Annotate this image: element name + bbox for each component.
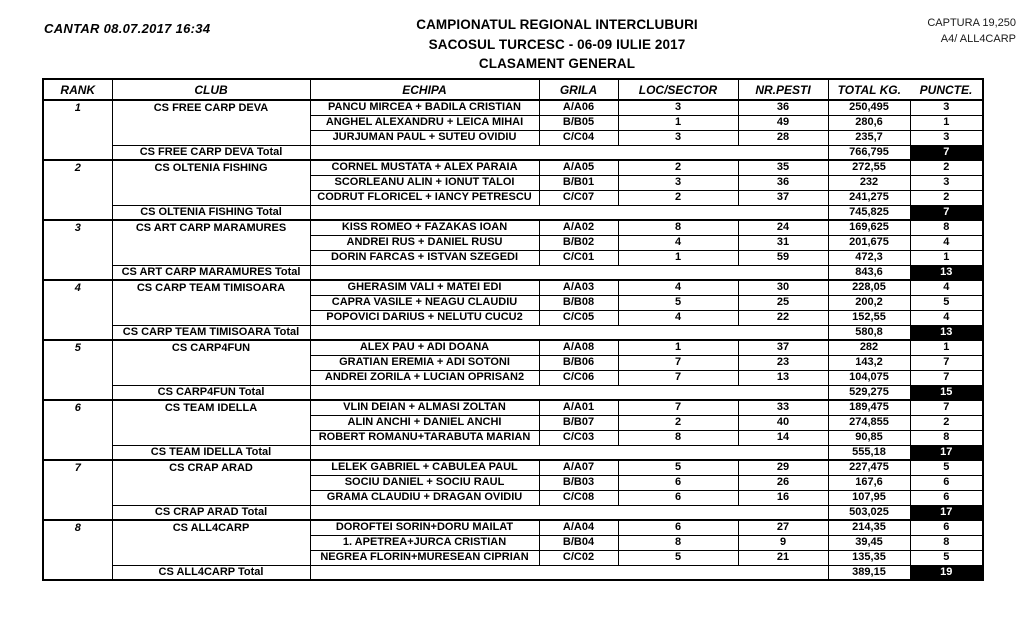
team-name-cell: GRAMA CLAUDIU + DRAGAN OVIDIU — [310, 490, 539, 505]
team-name-cell: DORIN FARCAS + ISTVAN SZEGEDI — [310, 250, 539, 265]
column-header-grila: GRILA — [539, 79, 618, 100]
team-name-cell: POPOVICI DARIUS + NELUTU CUCU2 — [310, 310, 539, 325]
puncte-cell: 6 — [910, 490, 983, 505]
loc-sector-cell: 7 — [618, 400, 738, 415]
total-kg-cell: 189,475 — [828, 400, 910, 415]
results-table — [42, 78, 984, 581]
total-kg-cell: 250,495 — [828, 100, 910, 115]
nr-pesti-cell: 16 — [738, 490, 828, 505]
page-format: A4/ ALL4CARP — [940, 33, 1016, 45]
grila-cell: B/B05 — [539, 115, 618, 130]
club-total-label-cell: CS CRAP ARAD Total — [112, 505, 310, 520]
loc-sector-cell: 6 — [618, 475, 738, 490]
team-row — [43, 220, 983, 235]
club-cell: CS CARP TEAM TIMISOARA — [112, 280, 310, 325]
nr-pesti-cell: 27 — [738, 520, 828, 535]
team-name-cell: NEGREA FLORIN+MURESEAN CIPRIAN — [310, 550, 539, 565]
loc-sector-cell: 5 — [618, 550, 738, 565]
rank-cell: 3 — [43, 220, 112, 280]
club-cell: CS ART CARP MARAMURES — [112, 220, 310, 265]
puncte-cell: 8 — [910, 430, 983, 445]
team-name-cell: SOCIU DANIEL + SOCIU RAUL — [310, 475, 539, 490]
nr-pesti-cell: 59 — [738, 250, 828, 265]
nr-pesti-cell: 36 — [738, 175, 828, 190]
club-total-row — [43, 325, 983, 340]
grila-cell: B/B06 — [539, 355, 618, 370]
team-name-cell: VLIN DEIAN + ALMASI ZOLTAN — [310, 400, 539, 415]
team-row — [43, 100, 983, 115]
team-name-cell: DOROFTEI SORIN+DORU MAILAT — [310, 520, 539, 535]
total-kg-cell: 274,855 — [828, 415, 910, 430]
grila-cell: B/B07 — [539, 415, 618, 430]
total-kg-cell: 167,6 — [828, 475, 910, 490]
total-kg-cell: 214,35 — [828, 520, 910, 535]
total-kg-cell: 227,475 — [828, 460, 910, 475]
grila-cell: C/C01 — [539, 250, 618, 265]
puncte-cell: 6 — [910, 475, 983, 490]
grila-cell: A/A06 — [539, 100, 618, 115]
puncte-cell: 5 — [910, 460, 983, 475]
total-kg-cell: 107,95 — [828, 490, 910, 505]
group-total-puncte-cell: 15 — [910, 385, 983, 400]
loc-sector-cell: 7 — [618, 355, 738, 370]
puncte-cell: 1 — [910, 340, 983, 355]
grila-cell: A/A03 — [539, 280, 618, 295]
loc-sector-cell: 4 — [618, 310, 738, 325]
grila-cell: B/B04 — [539, 535, 618, 550]
club-total-label-cell: CS FREE CARP DEVA Total — [112, 145, 310, 160]
team-name-cell: GRATIAN EREMIA + ADI SOTONI — [310, 355, 539, 370]
grila-cell: B/B02 — [539, 235, 618, 250]
team-name-cell: ROBERT ROMANU+TARABUTA MARIAN — [310, 430, 539, 445]
total-kg-cell: 235,7 — [828, 130, 910, 145]
puncte-cell: 5 — [910, 295, 983, 310]
grila-cell: B/B01 — [539, 175, 618, 190]
total-spacer-cell — [310, 385, 828, 400]
total-kg-cell: 282 — [828, 340, 910, 355]
group-total-kg-cell: 389,15 — [828, 565, 910, 580]
captura-value: CAPTURA 19,250 — [927, 17, 1016, 29]
puncte-cell: 7 — [910, 370, 983, 385]
loc-sector-cell: 6 — [618, 490, 738, 505]
team-row — [43, 340, 983, 355]
column-header-rank: RANK — [43, 79, 112, 100]
grila-cell: A/A02 — [539, 220, 618, 235]
nr-pesti-cell: 13 — [738, 370, 828, 385]
nr-pesti-cell: 26 — [738, 475, 828, 490]
rank-cell: 8 — [43, 520, 112, 580]
nr-pesti-cell: 37 — [738, 340, 828, 355]
rank-cell: 2 — [43, 160, 112, 220]
group-total-kg-cell: 555,18 — [828, 445, 910, 460]
loc-sector-cell: 1 — [618, 250, 738, 265]
total-spacer-cell — [310, 325, 828, 340]
team-name-cell: ANDREI RUS + DANIEL RUSU — [310, 235, 539, 250]
column-header-loc-sector: LOC/SECTOR — [618, 79, 738, 100]
puncte-cell: 2 — [910, 190, 983, 205]
club-cell: CS ALL4CARP — [112, 520, 310, 565]
rank-cell: 5 — [43, 340, 112, 400]
grila-cell: C/C04 — [539, 130, 618, 145]
club-total-row — [43, 265, 983, 280]
club-cell: CS CRAP ARAD — [112, 460, 310, 505]
team-name-cell: GHERASIM VALI + MATEI EDI — [310, 280, 539, 295]
club-cell: CS FREE CARP DEVA — [112, 100, 310, 145]
total-spacer-cell — [310, 505, 828, 520]
total-kg-cell: 241,275 — [828, 190, 910, 205]
total-kg-cell: 90,85 — [828, 430, 910, 445]
club-cell: CS CARP4FUN — [112, 340, 310, 385]
title-event-dates: SACOSUL TURCESC - 06-09 IULIE 2017 — [428, 36, 686, 52]
puncte-cell: 4 — [910, 310, 983, 325]
total-spacer-cell — [310, 565, 828, 580]
club-cell: CS TEAM IDELLA — [112, 400, 310, 445]
total-kg-cell: 104,075 — [828, 370, 910, 385]
nr-pesti-cell: 14 — [738, 430, 828, 445]
puncte-cell: 3 — [910, 175, 983, 190]
rank-cell: 6 — [43, 400, 112, 460]
puncte-cell: 4 — [910, 280, 983, 295]
loc-sector-cell: 1 — [618, 115, 738, 130]
nr-pesti-cell: 28 — [738, 130, 828, 145]
club-total-row — [43, 145, 983, 160]
loc-sector-cell: 3 — [618, 175, 738, 190]
nr-pesti-cell: 25 — [738, 295, 828, 310]
team-name-cell: CORNEL MUSTATA + ALEX PARAIA — [310, 160, 539, 175]
total-kg-cell: 201,675 — [828, 235, 910, 250]
nr-pesti-cell: 24 — [738, 220, 828, 235]
team-name-cell: CAPRA VASILE + NEAGU CLAUDIU — [310, 295, 539, 310]
team-row — [43, 160, 983, 175]
team-row — [43, 400, 983, 415]
puncte-cell: 7 — [910, 355, 983, 370]
team-name-cell: SCORLEANU ALIN + IONUT TALOI — [310, 175, 539, 190]
puncte-cell: 4 — [910, 235, 983, 250]
nr-pesti-cell: 23 — [738, 355, 828, 370]
puncte-cell: 1 — [910, 115, 983, 130]
club-total-label-cell: CS CARP4FUN Total — [112, 385, 310, 400]
total-kg-cell: 200,2 — [828, 295, 910, 310]
loc-sector-cell: 4 — [618, 235, 738, 250]
team-row — [43, 520, 983, 535]
loc-sector-cell: 2 — [618, 415, 738, 430]
team-name-cell: ANDREI ZORILA + LUCIAN OPRISAN2 — [310, 370, 539, 385]
puncte-cell: 7 — [910, 400, 983, 415]
grila-cell: C/C07 — [539, 190, 618, 205]
team-name-cell: ALIN ANCHI + DANIEL ANCHI — [310, 415, 539, 430]
total-kg-cell: 169,625 — [828, 220, 910, 235]
column-header-club: CLUB — [112, 79, 310, 100]
team-name-cell: ANGHEL ALEXANDRU + LEICA MIHAI — [310, 115, 539, 130]
team-name-cell: CODRUT FLORICEL + IANCY PETRESCU — [310, 190, 539, 205]
group-total-kg-cell: 766,795 — [828, 145, 910, 160]
loc-sector-cell: 2 — [618, 190, 738, 205]
column-header-puncte: PUNCTE. — [910, 79, 983, 100]
loc-sector-cell: 1 — [618, 340, 738, 355]
rank-cell: 4 — [43, 280, 112, 340]
team-name-cell: PANCU MIRCEA + BADILA CRISTIAN — [310, 100, 539, 115]
grila-cell: A/A01 — [539, 400, 618, 415]
loc-sector-cell: 8 — [618, 430, 738, 445]
total-spacer-cell — [310, 205, 828, 220]
puncte-cell: 1 — [910, 250, 983, 265]
team-name-cell: KISS ROMEO + FAZAKAS IOAN — [310, 220, 539, 235]
nr-pesti-cell: 37 — [738, 190, 828, 205]
team-row — [43, 460, 983, 475]
team-name-cell: 1. APETREA+JURCA CRISTIAN — [310, 535, 539, 550]
total-kg-cell: 280,6 — [828, 115, 910, 130]
table-header-row — [43, 79, 983, 100]
total-kg-cell: 272,55 — [828, 160, 910, 175]
grila-cell: A/A08 — [539, 340, 618, 355]
team-name-cell: ALEX PAU + ADI DOANA — [310, 340, 539, 355]
nr-pesti-cell: 40 — [738, 415, 828, 430]
total-kg-cell: 472,3 — [828, 250, 910, 265]
puncte-cell: 2 — [910, 160, 983, 175]
group-total-kg-cell: 745,825 — [828, 205, 910, 220]
grila-cell: A/A04 — [539, 520, 618, 535]
puncte-cell: 3 — [910, 130, 983, 145]
loc-sector-cell: 8 — [618, 535, 738, 550]
club-total-label-cell: CS ALL4CARP Total — [112, 565, 310, 580]
column-header-nr-pesti: NR.PESTI — [738, 79, 828, 100]
club-total-row — [43, 205, 983, 220]
loc-sector-cell: 7 — [618, 370, 738, 385]
club-total-row — [43, 565, 983, 580]
puncte-cell: 8 — [910, 220, 983, 235]
nr-pesti-cell: 33 — [738, 400, 828, 415]
loc-sector-cell: 4 — [618, 280, 738, 295]
loc-sector-cell: 8 — [618, 220, 738, 235]
grila-cell: C/C03 — [539, 430, 618, 445]
grila-cell: A/A05 — [539, 160, 618, 175]
title-ranking-type: CLASAMENT GENERAL — [478, 56, 636, 71]
group-total-puncte-cell: 17 — [910, 445, 983, 460]
club-total-label-cell: CS ART CARP MARAMURES Total — [112, 265, 310, 280]
total-spacer-cell — [310, 265, 828, 280]
nr-pesti-cell: 31 — [738, 235, 828, 250]
nr-pesti-cell: 22 — [738, 310, 828, 325]
grila-cell: B/B08 — [539, 295, 618, 310]
grila-cell: C/C02 — [539, 550, 618, 565]
group-total-puncte-cell: 17 — [910, 505, 983, 520]
club-total-label-cell: CS CARP TEAM TIMISOARA Total — [112, 325, 310, 340]
loc-sector-cell: 3 — [618, 130, 738, 145]
group-total-puncte-cell: 13 — [910, 325, 983, 340]
group-total-puncte-cell: 19 — [910, 565, 983, 580]
rank-cell: 7 — [43, 460, 112, 520]
column-header-total-kg: TOTAL KG. — [828, 79, 910, 100]
nr-pesti-cell: 21 — [738, 550, 828, 565]
group-total-kg-cell: 843,6 — [828, 265, 910, 280]
total-kg-cell: 143,2 — [828, 355, 910, 370]
club-total-row — [43, 385, 983, 400]
nr-pesti-cell: 49 — [738, 115, 828, 130]
group-total-kg-cell: 580,8 — [828, 325, 910, 340]
column-header-echipa: ECHIPA — [310, 79, 539, 100]
total-spacer-cell — [310, 445, 828, 460]
club-cell: CS OLTENIA FISHING — [112, 160, 310, 205]
weigh-in-timestamp: CANTAR 08.07.2017 16:34 — [44, 21, 211, 36]
capture-info — [927, 15, 1016, 47]
nr-pesti-cell: 30 — [738, 280, 828, 295]
team-row — [43, 280, 983, 295]
nr-pesti-cell: 35 — [738, 160, 828, 175]
club-total-row — [43, 445, 983, 460]
loc-sector-cell: 6 — [618, 520, 738, 535]
group-total-kg-cell: 503,025 — [828, 505, 910, 520]
group-total-puncte-cell: 7 — [910, 145, 983, 160]
title-competition: CAMPIONATUL REGIONAL INTERCLUBURI — [416, 17, 698, 32]
club-total-label-cell: CS TEAM IDELLA Total — [112, 445, 310, 460]
total-kg-cell: 39,45 — [828, 535, 910, 550]
grila-cell: C/C05 — [539, 310, 618, 325]
puncte-cell: 2 — [910, 415, 983, 430]
total-spacer-cell — [310, 145, 828, 160]
team-name-cell: JURJUMAN PAUL + SUTEU OVIDIU — [310, 130, 539, 145]
club-total-row — [43, 505, 983, 520]
group-total-puncte-cell: 13 — [910, 265, 983, 280]
grila-cell: B/B03 — [539, 475, 618, 490]
puncte-cell: 5 — [910, 550, 983, 565]
total-kg-cell: 228,05 — [828, 280, 910, 295]
total-kg-cell: 135,35 — [828, 550, 910, 565]
puncte-cell: 6 — [910, 520, 983, 535]
group-total-puncte-cell: 7 — [910, 205, 983, 220]
total-kg-cell: 152,55 — [828, 310, 910, 325]
rank-cell: 1 — [43, 100, 112, 160]
title-block — [90, 15, 1024, 74]
team-name-cell: LELEK GABRIEL + CABULEA PAUL — [310, 460, 539, 475]
loc-sector-cell: 3 — [618, 100, 738, 115]
loc-sector-cell: 5 — [618, 460, 738, 475]
puncte-cell: 3 — [910, 100, 983, 115]
grila-cell: C/C06 — [539, 370, 618, 385]
total-kg-cell: 232 — [828, 175, 910, 190]
puncte-cell: 8 — [910, 535, 983, 550]
grila-cell: C/C08 — [539, 490, 618, 505]
grila-cell: A/A07 — [539, 460, 618, 475]
loc-sector-cell: 5 — [618, 295, 738, 310]
nr-pesti-cell: 29 — [738, 460, 828, 475]
loc-sector-cell: 2 — [618, 160, 738, 175]
group-total-kg-cell: 529,275 — [828, 385, 910, 400]
nr-pesti-cell: 9 — [738, 535, 828, 550]
club-total-label-cell: CS OLTENIA FISHING Total — [112, 205, 310, 220]
nr-pesti-cell: 36 — [738, 100, 828, 115]
